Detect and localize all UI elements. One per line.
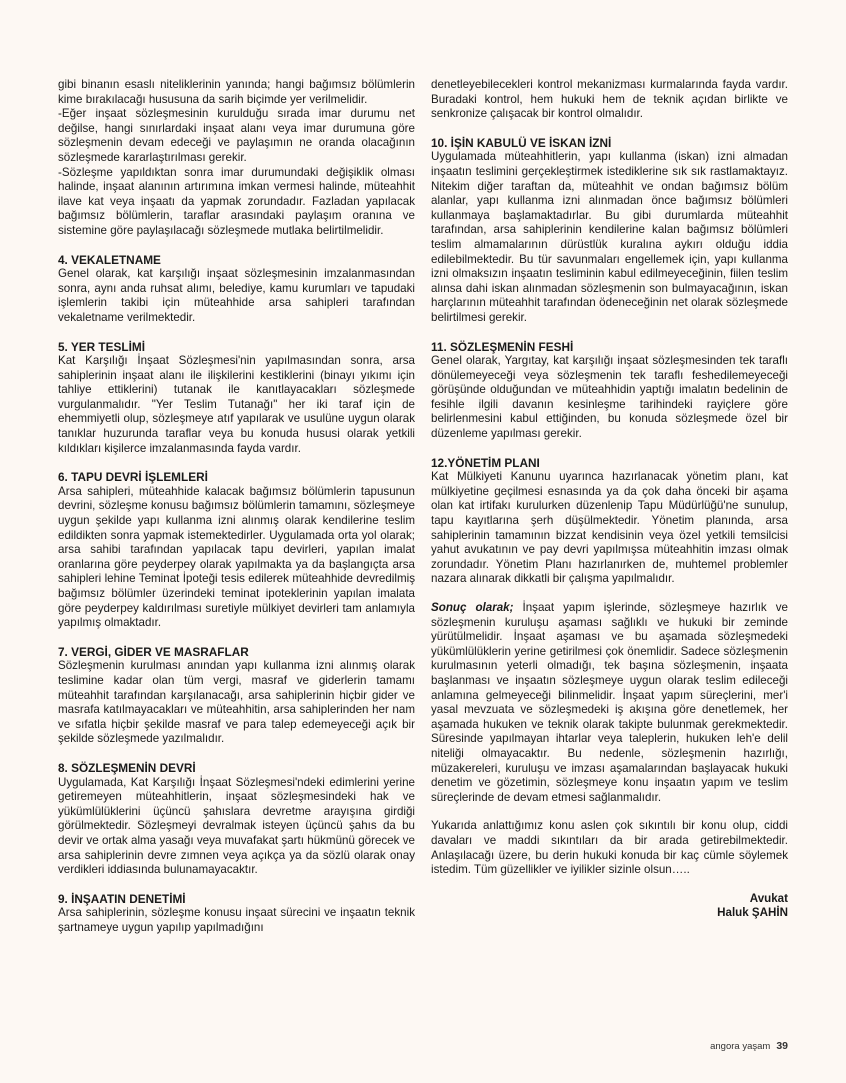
section-10-heading: 10. İŞİN KABULÜ VE İSKAN İZNİ <box>431 135 612 150</box>
conclusion-lead: Sonuç olarak; <box>431 601 514 614</box>
section-11-heading: 11. SÖZLEŞMENİN FESHİ <box>431 339 574 354</box>
section-10-body: Uygulamada müteahhitlerin, yapı kullanma (iskan) izni almadan inşaatın teslimini gerçekleştirmek istediklerine sık sık rastlamaktayız. Nitekim diğer taraftan da, müteahhit ve ondan bağımsız bölüm alanlar, yapı kullanma izni alınmadan önce bağımsız bölümleri kullanmaya başlamaktadırlar. Bu gibi durumlarda müteahhit tarafından, arsa sahiplerinin kendilerine kalan bağımsız bölümleri teslim almamalarının dürüstlük kuralına aykırı olduğu iddia edilebilmektedir. Bu tür savunmaları engellemek için, yapı kullanma izni olmaksızın inşaatın tesliminin kabul edilmeyeceğinin, fiilen teslim alınsa dahi iskan alınmadan sözleşmenin son bulmayacağının, iskan harçlarının müteahhit tarafından ödeneceğinin net olarak sözleşmede belirtilmesi gerekir. <box>431 150 788 324</box>
section-9-continuation: denetleyebilecekleri kontrol mekanizması kurmalarında fayda vardır. Buradaki kontrol, hem hukuki hem de teknik açıdan birlikte ve senkronize çalışacak bir kontrol olmalıdır. <box>431 78 788 121</box>
section-11-body: Genel olarak, Yargıtay, kat karşılığı inşaat sözleşmesinden tek taraflı dönülemeyeceği veya sözleşmenin tek taraflı feshedilemeyeceği görüşünde olduğundan ve müteahhidin yaptığı imalatın bedelinin de fesihle ilgili davanın kesinleşme tarihindeki rayiçlere göre belirlenmesini kabul ettiğinden, bu konuda sözleşmede özel bir düzenleme yapılması gerekir. <box>431 354 788 441</box>
section-7-heading: 7. VERGİ, GİDER VE MASRAFLAR <box>58 644 249 659</box>
section-6-heading: 6. TAPU DEVRİ İŞLEMLERİ <box>58 470 208 485</box>
section-6-body: Arsa sahipleri, müteahhide kalacak bağımsız bölümlerin tapusunun devrini, sözleşme konusu bağımsız bölümlerin tamamını, sözleşmeye uygun şekilde yapı kullanma izni alınmış olarak kendilerine teslim edildikten sonra yapmak istemektedirler. Uygulamada orta yol olarak; arsa sahibi tarafından yapılacak tapu devirleri, yapılan imalat oranlarına göre peyderpey olarak yapılmakta ya da başlangıçta arsa sahipleri lehine Teminat İpoteği tesis edilerek müteahhide devredilmiş bağımsız bölümler üzerindeki teminat ipoteklerinin yapılan imalata göre peyderpey kaldırılması suretiyle mülkiyet devirleri tam anlamıyla yapılmış olmaktadır. <box>58 484 415 630</box>
conclusion-body: İnşaat yapım işlerinde, sözleşmeye hazırlık ve sözleşmenin kuruluşu aşaması sağlıklı ve hukuki bir zeminde yürütülmelidir. İnşaat aşaması ve bu aşamada sözleşmedeki yükümlülüklerin yerine getirilmesi çok önemlidir. Sadece sözleşmenin kurulmasının yeterli olmadığı, tek başına sözleşmenin, inşaata başlanması ve inşaatın sözleşmeye uygun olarak teslim edileceği anlamına gelmeyeceği bilinmelidir. İnşaat yapım süreçlerini, mer'i yasal mevzuata ve sözleşmedeki iş akışına göre denetlemek, her aşamada hukuken ve teknik olarak takipte bulunmak gerekmektedir. Süresinde yapılmayan ihtarlar veya taleplerin, hukuken leh'e delil niteliği olmayacaktır. Bu nedenle, sözleşmenin hazırlığı, müzakereleri, kuruluşu ve imzası aşamalarından başlayacak hukuki denetim ve gözetimin, sözleşmeye konu inşaatın yapım ve teslim süreçlerinde de devam etmesi sağlanmalıdır. <box>431 601 788 804</box>
magazine-name: angora yaşam <box>710 1041 771 1052</box>
section-9-heading: 9. İNŞAATIN DENETİMİ <box>58 891 186 906</box>
left-column <box>58 78 415 935</box>
intro-paragraph-3: -Sözleşme yapıldıktan sonra imar durumundaki değişiklik olması halinde, inşaat alanının artırımına imkan vermesi halinde, müteahhit ilave kat veya inşaatı da yapmak zorundadır. Fazladan yapılacak bağımsız bölümlerin, taraflar arasındaki paylaşım oranına ve sistemine göre paylaşılacağı sözleşmede mutlaka belirtilmelidir. <box>58 165 415 237</box>
section-8-heading: 8. SÖZLEŞMENİN DEVRİ <box>58 760 196 775</box>
section-5-heading: 5. YER TESLİMİ <box>58 339 145 354</box>
page-number: 39 <box>776 1040 788 1052</box>
section-12-heading: 12.YÖNETİM PLANI <box>431 455 540 470</box>
intro-paragraph-1: gibi binanın esaslı niteliklerinin yanında; hangi bağımsız bölümlerin kime bırakılacağı hususuna da sarih biçimde yer verilmelidir. <box>58 78 415 106</box>
intro-paragraph-2: -Eğer inşaat sözleşmesinin kurulduğu sırada imar durumu net değilse, hangi sınırlardaki inşaat alanı veya imar durumuna göre sözleşmenin devam edeceği ve paylaşımın ne oranda olacağının sözleşmede kararlaştırılması gerekir. <box>58 107 415 164</box>
section-5-body: Kat Karşılığı İnşaat Sözleşmesi'nin yapılmasından sonra, arsa sahiplerinin inşaat alanı ile ilişkilerini kestiklerini (binayı yıkımı için tahliye ettiklerini) tutanak ile kanıtlayacakları sözleşmede vurgulanmalıdır. "Yer Teslim Tutanağı" her iki taraf için de ehemmiyetli olup, sözleşmeye atıf yapılarak ve usulüne uygun olarak tanıklar huzurunda taraflar veya bu konuda hususi olarak yetkili kıldıkları kişilerce imzalanmasında fayda vardır. <box>58 354 415 455</box>
right-column <box>431 78 788 921</box>
signature-name: Haluk ŞAHİN <box>717 906 788 920</box>
page-footer <box>710 1040 788 1052</box>
conclusion-paragraph <box>431 601 788 805</box>
section-7-body: Sözleşmenin kurulması anından yapı kullanma izni alınmış olarak teslimine kadar olan tüm vergi, masraf ve giderlerin tamamı müteahhit tarafından karşılanacağı, arsa sahiplerinin hiçbir gider ve masrafa katılmayacakları ve müteahhitin, arsa sahiplerinden her nam ve sıfatla hiçbir şekilde masraf ve para talep edemeyeceği açık bir şekilde sözleşmede yazılmalıdır. <box>58 659 415 746</box>
section-12-body: Kat Mülkiyeti Kanunu uyarınca hazırlanacak yönetim planı, kat mülkiyetine geçilmesi esnasında ya da çok daha önceki bir aşama olan kat irtifakı kurulurken düzenlenip Tapu Müdürlüğü'ne sunulup, tapu kayıtlarına şerh düşülmektedir. Yönetim planında, arsa sahiplerinin tamamının bizzat kendisinin veya özel yetkili temsilcisi yahut avukatının ve pay devri yapılmışsa müteahhitin imzası olmak zorundadır. Yönetim Planı hazırlanırken de, muhtemel problemler nazara alınarak dikkatli bir çalışma yapılmalıdır. <box>431 470 788 586</box>
section-9-body: Arsa sahiplerinin, sözleşme konusu inşaat sürecini ve inşaatın teknik şartnameye uygun yapılıp yapılmadığını <box>58 906 415 934</box>
closing-paragraph: Yukarıda anlattığımız konu aslen çok sıkıntılı bir konu olup, ciddi davaları ve maddi sıkıntıları da bir arada getirebilmektedir. Anlaşılacağı üzere, bu derin hukuki konuda bir kaç cümle söylemek istedim. Tüm güzellikler ve iyilikler sizinle olsun….. <box>431 819 788 877</box>
signature-role: Avukat <box>749 891 788 905</box>
section-4-heading: 4. VEKALETNAME <box>58 252 161 267</box>
section-8-body: Uygulamada, Kat Karşılığı İnşaat Sözleşmesi'ndeki edimlerini yerine getiremeyen müteahhitlerin, inşaat sözleşmesindeki hak ve yükümlülüklerini üçüncü şahıslara devretme arayışına girdiği görülmektedir. Sözleşmeyi devralmak isteyen üçüncü şahıs da bu devir ve ortak alma yasağı veya muvafakat şartı hükmünü görecek ve arsa sahiplerinin devre zımnen veya açıkça ya da sözlü olarak onay verdikleri iddiasında bulunamayacaktır. <box>58 775 415 877</box>
section-4-body: Genel olarak, kat karşılığı inşaat sözleşmesinin imzalanmasından sonra, aynı anda ruhsat alımı, belediye, kamu kurumları ve tapudaki işlemlerin takibi için müteahhide arsa sahipleri tarafından vekaletname verilmektedir. <box>58 267 415 324</box>
